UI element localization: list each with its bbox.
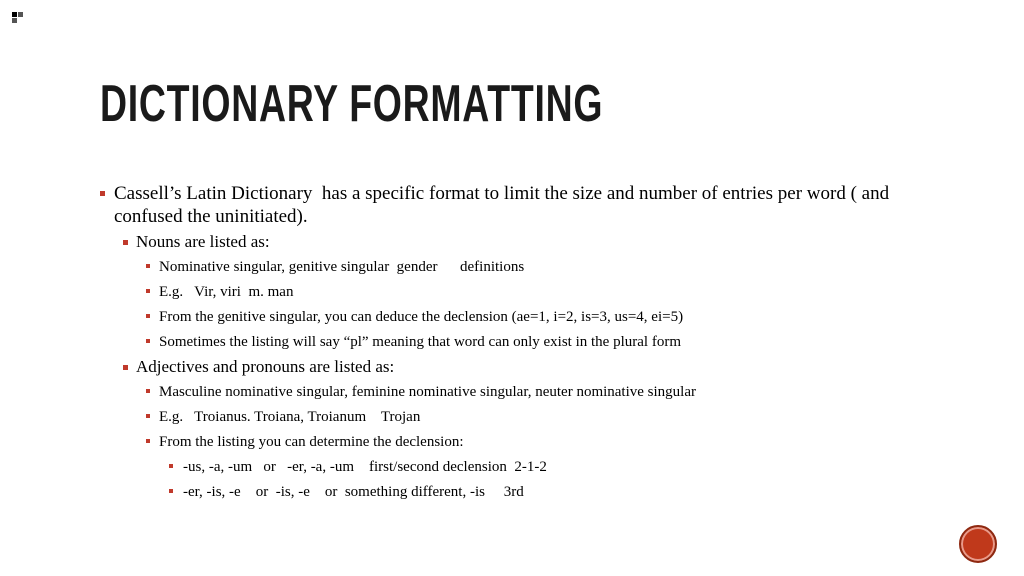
bullet-marker [123, 240, 128, 245]
list-item-text: Sometimes the listing will say “pl” meaning that word can only exist in the plural form [159, 334, 681, 350]
list-item [97, 431, 917, 453]
bullet-adjectives-text: Adjectives and pronouns are listed as: [136, 357, 395, 376]
list-item [97, 381, 917, 403]
slide-title [100, 75, 604, 133]
list-item [97, 281, 917, 303]
list-item-text: From the genitive singular, you can deduce the declension (ae=1, i=2, is=3, us=4, ei=5) [159, 309, 684, 325]
bullet-marker [146, 439, 150, 443]
list-subitem [97, 481, 917, 503]
list-item-text: Masculine nominative singular, feminine nominative singular, neuter nominative singular [159, 384, 697, 400]
corner-square-1 [12, 12, 17, 17]
slide-content [97, 182, 917, 506]
slide-number-badge [959, 525, 997, 563]
list-item [97, 406, 917, 428]
list-item [97, 331, 917, 353]
bullet-marker [100, 191, 105, 196]
bullet-intro [97, 182, 917, 228]
slide-title-text: DICTIONARY FORMATTING [100, 75, 604, 133]
bullet-marker [169, 464, 173, 468]
list-item-text: From the listing you can determine the declension: [159, 434, 464, 450]
bullet-marker [146, 414, 150, 418]
bullet-marker [146, 289, 150, 293]
list-item-text: E.g. Troianus. Troiana, Troianum Trojan [159, 409, 421, 425]
list-subitem [97, 456, 917, 478]
corner-square-2 [18, 12, 23, 17]
bullet-nouns [97, 231, 917, 253]
list-item [97, 306, 917, 328]
bullet-marker [146, 339, 150, 343]
bullet-marker [123, 365, 128, 370]
list-item [97, 256, 917, 278]
bullet-marker [146, 389, 150, 393]
bullet-intro-text: Cassell’s Latin Dictionary has a specific format to limit the size and number of entries per word ( and confused the uninitiated). [114, 183, 894, 227]
corner-decoration [12, 12, 25, 25]
bullet-marker [146, 314, 150, 318]
bullet-marker [146, 264, 150, 268]
list-item-text: E.g. Vir, viri m. man [159, 284, 294, 300]
bullet-nouns-text: Nouns are listed as: [136, 232, 270, 251]
list-item-text: Nominative singular, genitive singular gender definitions [159, 259, 525, 275]
list-subitem-text: -us, -a, -um or -er, -a, -um first/second declension 2-1-2 [183, 459, 547, 475]
bullet-marker [169, 489, 173, 493]
corner-square-3 [12, 18, 17, 23]
list-subitem-text: -er, -is, -e or -is, -e or something different, -is 3rd [183, 484, 524, 500]
bullet-adjectives [97, 356, 917, 378]
